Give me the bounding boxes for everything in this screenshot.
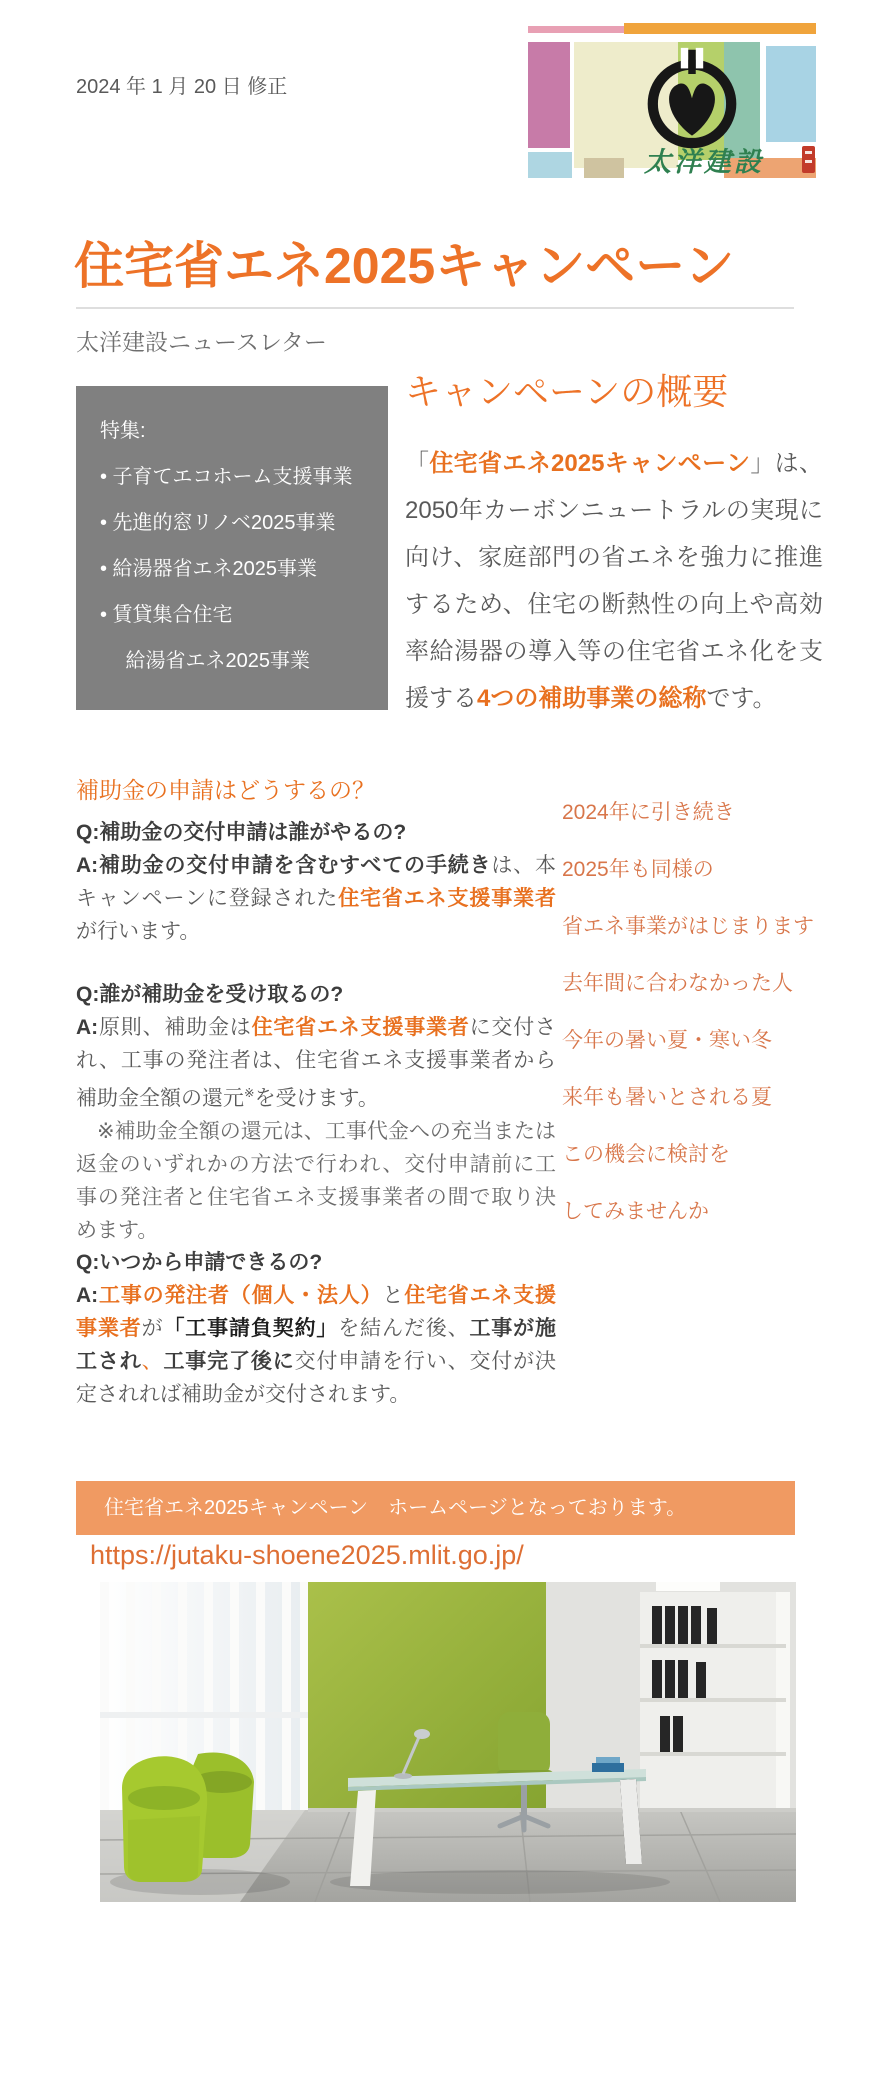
hanko-stamp-icon [802,146,815,173]
text-segment: 住宅省エネ支援事業者 [338,887,556,910]
side-notes [562,796,832,1252]
feature-item: • 賃貸集合住宅 [100,604,233,626]
text-segment: 、 [141,1350,164,1373]
qa-section-heading: 補助金の申請はどうするの？ [76,777,375,803]
text-segment: は、本キャンペーンに登録された [76,854,557,910]
side-note-line: この機会に検討を [562,1143,730,1166]
answer-footnote [76,1115,556,1247]
text-segment: に交付され、工事の発注者は、住宅省エネ支援事業者から補助金全額の還元 [76,1016,557,1110]
feature-list [100,454,380,684]
text-segment: です。 [706,685,777,712]
text-segment: ※補助金全額の還元は、工事代金への充当または返金のいずれかの方法で行われ、交付申請前に工事の発注者と住宅省エネ支援事業者の間で取り決めます。 [76,1120,556,1242]
question: Q:いつから申請できるの? [76,1251,323,1274]
text-segment: A: [76,1016,99,1039]
text-segment: を受けます。 [254,1087,379,1110]
answer [76,849,556,948]
text-segment: 住宅省エネ支援事業者 [251,1016,470,1039]
qa-block [76,978,556,1247]
logo-stripe [528,152,572,178]
answer [76,1011,556,1115]
qa-block [76,816,556,948]
page-title: 住宅省エネ2025キャンペーン [74,238,735,294]
side-note-line: 2024年に引き続き [562,801,735,824]
divider-line [76,307,794,309]
side-note-line: 今年の暑い夏・寒い冬 [562,1029,772,1052]
campaign-url-link[interactable]: https://jutaku-shoene2025.mlit.go.jp/ [90,1540,524,1570]
side-note-line: 2025年も同様の [562,858,714,881]
text-segment: が [141,1317,164,1340]
logo-stripe [528,42,570,148]
feature-item: • 給湯器省エネ2025事業 [100,558,318,580]
text-segment: が行います。 [76,920,201,943]
office-photo-illustration [100,1582,796,1902]
feature-item: • 先進的窓リノベ2025事業 [100,512,336,534]
feature-heading: 特集: [100,420,146,442]
text-segment: 工事完了後に [163,1350,295,1373]
feature-item: • 子育てエコホーム支援事業 [100,466,353,488]
text-segment: 4つの補助事業の総称 [477,685,707,712]
logo-stripe [528,26,624,33]
overview-heading: キャンペーンの概要 [405,371,729,412]
text-segment: と [382,1284,405,1307]
text-segment: A: [76,1284,99,1307]
text-segment: 住宅省エネ支援事業者 [76,1284,557,1340]
text-segment: ※ [244,1086,255,1100]
feature-item: 給湯省エネ2025事業 [100,650,311,672]
text-segment: 原則、補助金は [98,1016,252,1039]
text-segment: 」は、2050年カーボンニュートラルの実現に向け、家庭部門の省エネを強力に推進するため、住宅の断熱性の向上や高効率給湯器の導入等の住宅省エネ化を支援する [405,450,824,712]
logo-stripe [766,46,816,142]
company-name: 太洋建設 [644,147,764,177]
feature-box [76,386,388,710]
office-photo [100,1582,796,1902]
text-segment: 工事の発注者（個人・法人） [98,1284,383,1307]
question: Q:補助金の交付申請は誰がやるの? [76,821,407,844]
company-logo [528,16,816,180]
side-note-line: 来年も暑いとされる夏 [562,1086,772,1109]
logo-stripe [584,158,624,178]
newsletter-subtitle: 太洋建設ニュースレター [76,329,327,355]
side-note-line: 省エネ事業がはじまります [562,915,814,938]
text-segment: 住宅省エネ2025キャンペーン [429,450,751,477]
question: Q:誰が補助金を受け取るの? [76,983,344,1006]
homepage-banner: 住宅省エネ2025キャンペーン ホームページとなっております。 [76,1481,795,1535]
side-note-line: 去年間に合わなかった人 [562,972,793,995]
revision-date: 2024 年 1 月 20 日 修正 [76,76,288,98]
text-segment: 交付申請を行い、交付が決定されれば補助金が交付されます。 [76,1350,557,1406]
logo-stripe [624,23,816,34]
text-segment: A:補助金の交付申請を含むすべての手続き [76,854,492,877]
qa-block [76,1246,556,1411]
overview-paragraph [405,440,823,722]
side-note-line: してみませんか [562,1200,709,1223]
text-segment: 「工事請負契約」 [163,1317,339,1340]
answer [76,1279,556,1411]
text-segment: 「 [405,450,430,477]
text-segment: を結んだ後、 [338,1317,470,1340]
text-segment: 工事が施工され [76,1317,557,1373]
